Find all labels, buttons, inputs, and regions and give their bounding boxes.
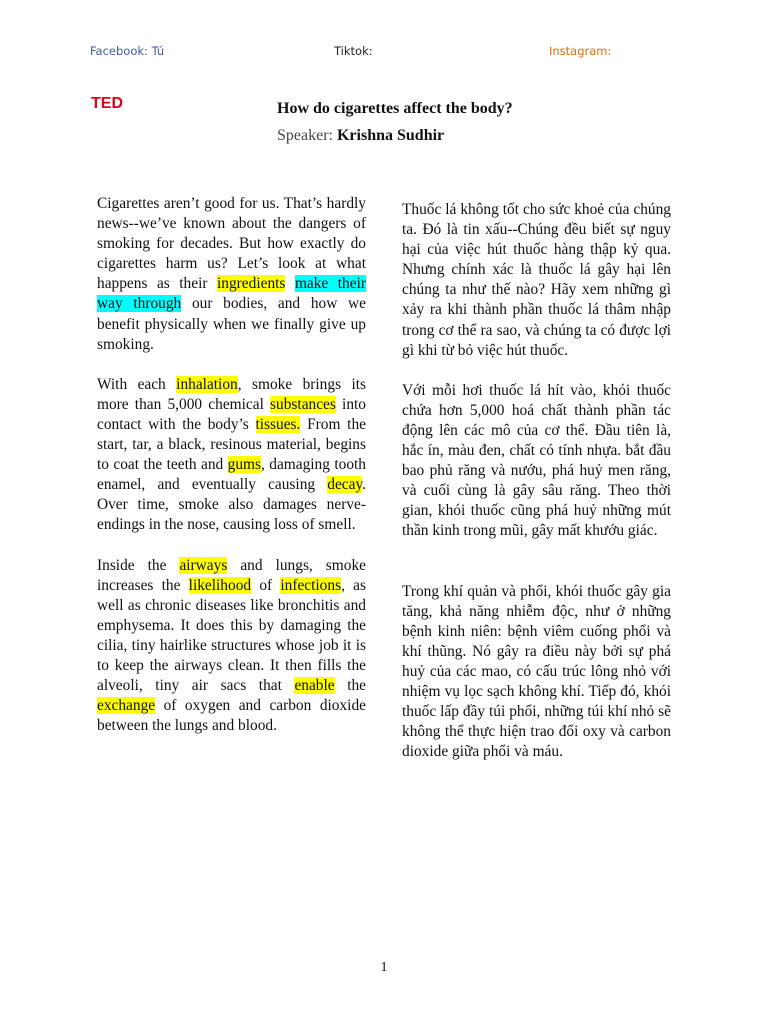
text-run: With each xyxy=(97,375,177,393)
text-run: into contact with the body’s xyxy=(97,395,367,433)
text-run xyxy=(285,275,295,292)
highlighted-term: likelihood xyxy=(188,576,252,594)
speaker-label: Speaker: xyxy=(277,127,333,144)
highlighted-term: ingredients xyxy=(217,275,286,293)
highlighted-term: tissues. xyxy=(255,415,301,433)
text-run: of oxygen and carbon dioxide between the lungs and blood. xyxy=(97,697,366,735)
highlighted-term: gums xyxy=(227,456,261,474)
text-run: our bodies, and how we benefit physically when we finally give up smoking. xyxy=(97,295,366,353)
text-run: , damaging tooth enamel, and eventually causing xyxy=(97,456,366,494)
vietnamese-paragraph-2: Với mỗi hơi thuốc lá hít vào, khói thuốc chứa hơn 5,000 hoá chất thành phần tác động lên các mô của cơ thể. Đầu tiên là, hắc ín, màu đen, chất có tính nhựa. bắt đầu bao phủ răng và nướu, phá huỷ men răng, và cuối cùng là gây sâu răng. Theo thời gian, khói thuốc cũng phá huỷ những mút thần kinh trong mũi, gây mất khướu giác. xyxy=(402,381,671,540)
english-paragraph-2 xyxy=(97,375,366,536)
english-paragraph-1 xyxy=(97,194,366,355)
speaker-name: Krishna Sudhir xyxy=(336,127,445,144)
text-run: From the start, tar, a black, resinous material, begins to coat the teeth and xyxy=(97,415,366,474)
speaker-line xyxy=(277,127,444,145)
text-run: , as well as chronic diseases like bronchitis and emphysema. It does this by damaging the cilia, tiny hairlike structures whose job it is to keep the airways clean. It then fills the alveoli, tiny air sacs that xyxy=(97,576,366,695)
vietnamese-column xyxy=(402,200,671,762)
header-tiktok: Tiktok: xyxy=(334,44,373,58)
page-number: 1 xyxy=(380,960,388,975)
highlighted-term: infections xyxy=(280,576,342,594)
text-run: of xyxy=(251,576,281,594)
highlighted-term: enable xyxy=(294,677,335,695)
english-paragraph-3 xyxy=(97,556,366,737)
page-title: How do cigarettes affect the body? xyxy=(277,100,513,117)
highlighted-term: airways xyxy=(179,556,228,574)
highlighted-term: inhalation xyxy=(176,375,238,393)
text-run: , smoke brings its more than 5,000 chemical xyxy=(97,375,367,413)
ted-logo: TED xyxy=(91,95,123,112)
text-run: Cigarettes aren’t good for us. That’s hardly news--we’ve known about the dangers of smoking for decades. But how exactly do cigarettes harm us? Let’s look at what happens as their xyxy=(97,195,366,293)
text-run: the xyxy=(334,677,366,695)
header-facebook: Facebook: Tú xyxy=(90,44,165,58)
highlighted-term: decay xyxy=(327,476,363,494)
vietnamese-paragraph-1: Thuốc lá không tốt cho sức khoẻ của chúng ta. Đó là tin xấu--Chúng đều biết sự nguy hại của việc hút thuốc hàng thập kỷ qua. Nhưng chính xác là thuốc lá gây hại lên chúng ta như thế nào? Hãy xem những gì xảy ra khi thành phần thuốc lá thâm nhập trong cơ thể ra sao, và chúng ta có được lợi gì khi từ bỏ việc hút thuốc. xyxy=(402,201,671,359)
highlighted-term: make their way through xyxy=(97,275,366,313)
text-run: Inside the xyxy=(97,556,180,574)
header-instagram: Instagram: xyxy=(549,44,612,58)
english-column xyxy=(97,194,366,736)
text-run: . Over time, smoke also damages nerve-endings in the nose, causing loss of smell. xyxy=(97,476,366,534)
highlighted-term: exchange xyxy=(97,697,156,715)
text-run: and lungs, smoke increases the xyxy=(97,556,366,594)
highlighted-term: substances xyxy=(270,395,336,413)
vietnamese-paragraph-3: Trong khí quản và phổi, khói thuốc gây gia tăng, khả năng nhiễm độc, như ở những bệnh kinh niên: bệnh viêm cuống phổi và khí thũng. Nó gây ra điều này bởi sự phá huỷ của các mao, có cấu trúc lông nhỏ với nhiệm vụ lọc sạch không khí. Tiếp đó, khói thuốc lấp đầy túi phổi, những túi khí nhỏ sẽ không thể thực hiện trao đổi oxy và carbon dioxide giữa phổi và máu. xyxy=(402,582,671,761)
